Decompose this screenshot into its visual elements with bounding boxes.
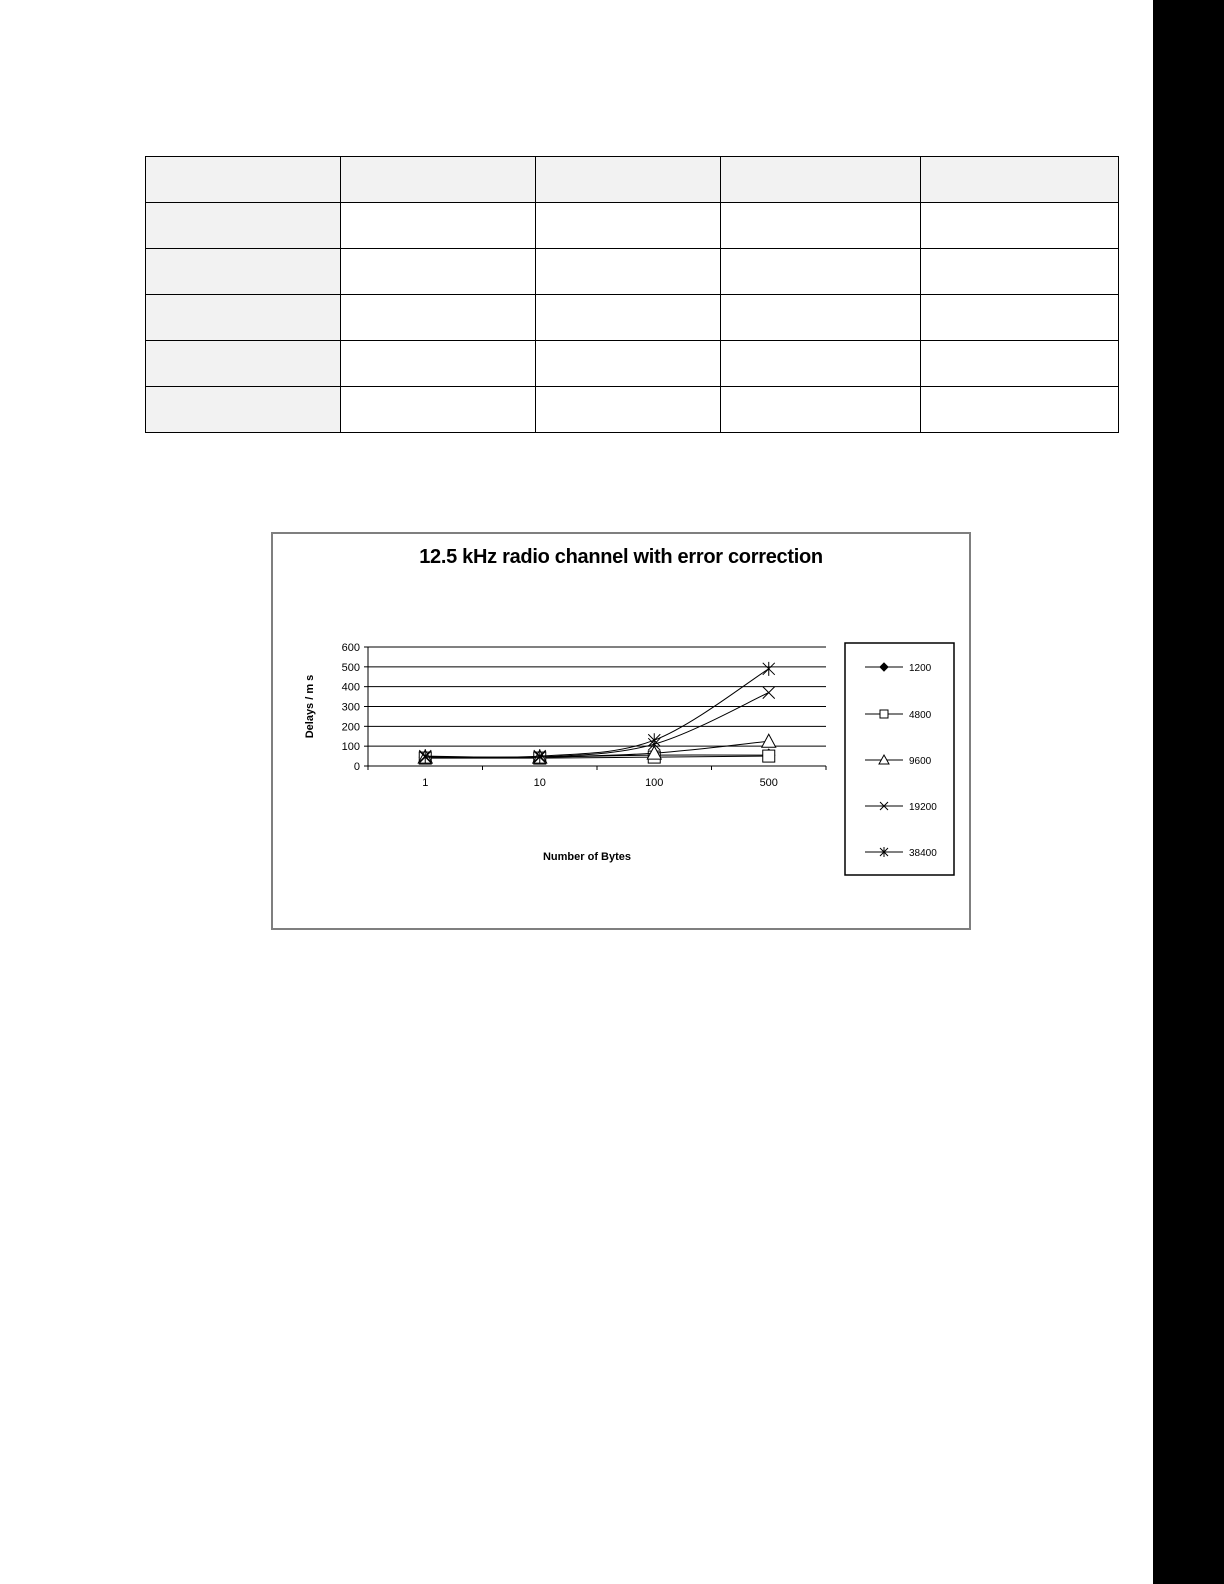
table-cell: [721, 387, 921, 433]
legend-label: 1200: [909, 663, 932, 674]
table-cell: [721, 249, 921, 295]
legend-label: 38400: [909, 848, 937, 859]
table-cell: [341, 295, 536, 341]
table-cell: [146, 387, 341, 433]
table-row: [146, 249, 1119, 295]
table-cell: [721, 203, 921, 249]
legend-label: 9600: [909, 756, 932, 767]
table-row: [146, 295, 1119, 341]
data-point-19200: [763, 687, 775, 699]
table-cell: [341, 341, 536, 387]
legend-label: 19200: [909, 802, 937, 813]
y-tick-label: 200: [341, 721, 360, 734]
chart-frame: [271, 532, 971, 930]
y-tick-label: 300: [341, 701, 360, 714]
table-cell: [921, 157, 1119, 203]
table-cell: [536, 387, 721, 433]
table-cell: [536, 203, 721, 249]
x-tick-label: 100: [645, 777, 664, 789]
table-row: [146, 387, 1119, 433]
y-axis-label: Delays / m s: [304, 674, 316, 739]
x-axis-label: Number of Bytes: [542, 851, 632, 863]
empty-table: [145, 156, 1119, 433]
legend-box: [845, 643, 954, 875]
x-tick-label: 10: [533, 777, 546, 789]
table-cell: [921, 387, 1119, 433]
table-cell: [536, 157, 721, 203]
data-point-38400: [763, 662, 775, 676]
table-row: [146, 203, 1119, 249]
x-tick-label: 1: [422, 777, 429, 789]
table-cell: [921, 341, 1119, 387]
table-row: [146, 157, 1119, 203]
table-cell: [146, 341, 341, 387]
legend-marker: [880, 710, 888, 718]
series-line-38400: [425, 669, 769, 757]
table-cell: [536, 295, 721, 341]
x-tick-label: 500: [759, 777, 778, 789]
y-tick-label: 600: [341, 642, 360, 654]
table-cell: [146, 249, 341, 295]
chart-plot: [273, 534, 969, 928]
table-cell: [341, 203, 536, 249]
table-cell: [146, 295, 341, 341]
table-cell: [536, 341, 721, 387]
y-tick-label: 500: [341, 661, 360, 674]
data-point-9600: [762, 734, 776, 747]
legend-label: 4800: [909, 710, 932, 721]
y-tick-label: 400: [341, 681, 360, 694]
table-cell: [341, 387, 536, 433]
right-margin-bar: [1153, 0, 1224, 1584]
chart-title: 12.5 kHz radio channel with error correction: [419, 546, 823, 568]
table-cell: [721, 341, 921, 387]
table-cell: [146, 157, 341, 203]
table-cell: [536, 249, 721, 295]
data-point-4800: [763, 750, 775, 762]
y-tick-label: 0: [353, 761, 360, 773]
table-cell: [921, 249, 1119, 295]
table-row: [146, 341, 1119, 387]
table-cell: [921, 203, 1119, 249]
table-cell: [721, 157, 921, 203]
table-cell: [341, 249, 536, 295]
series-line-19200: [425, 693, 769, 758]
y-tick-label: 100: [341, 741, 360, 754]
table-cell: [341, 157, 536, 203]
table-cell: [721, 295, 921, 341]
table-cell: [921, 295, 1119, 341]
table-cell: [146, 203, 341, 249]
